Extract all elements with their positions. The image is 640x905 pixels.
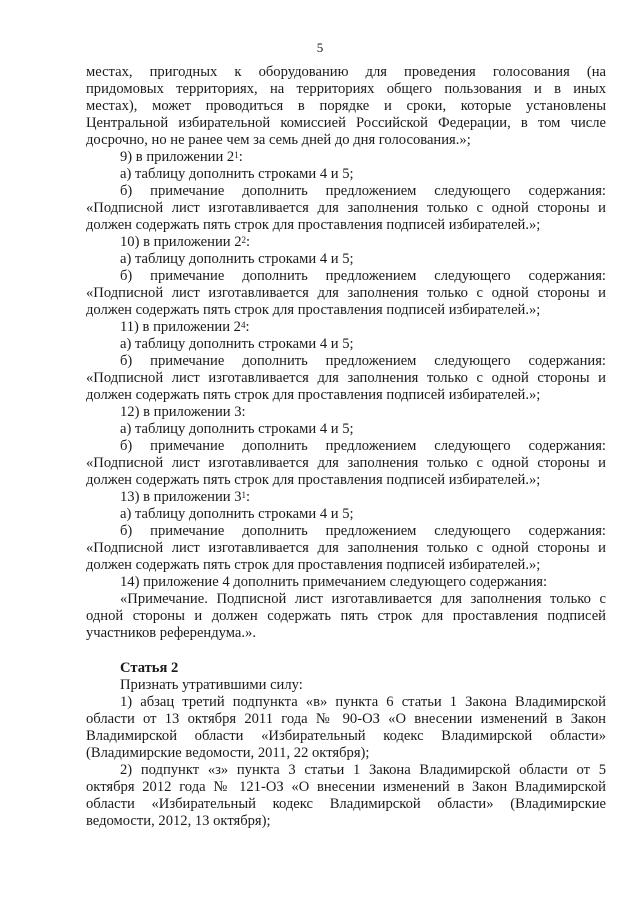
quote-line: «Подписной лист изготавливается для заполнения только с одной стороны и	[86, 540, 606, 556]
item-a: а) таблицу дополнить строками 4 и 5;	[120, 251, 354, 267]
text-line: 2) подпункт «з» пункта 3 статьи 1 Закона Владимирской области от 5	[120, 762, 606, 778]
quote-line: одной стороны и должен содержать пять строк для проставления подписей	[86, 608, 606, 624]
item-a: а) таблицу дополнить строками 4 и 5;	[120, 421, 354, 437]
text-line: 1) абзац третий подпункта «в» пункта 6 статьи 1 Закона Владимирской	[120, 694, 606, 710]
quote-line: «Подписной лист изготавливается для заполнения только с одной стороны и	[86, 370, 606, 386]
item-a: а) таблицу дополнить строками 4 и 5;	[120, 506, 354, 522]
quote-line: «Подписной лист изготавливается для заполнения только с одной стороны и	[86, 455, 606, 471]
text-line: местах, пригодных к оборудованию для проведения голосования (на	[86, 64, 606, 80]
item-b: б) примечание дополнить предложением следующего содержания:	[120, 268, 606, 284]
text-line: области «Избирательный кодекс Владимирской области» (Владимирские	[86, 796, 606, 812]
item-13: 13) в приложении $3^1$:	[120, 489, 251, 505]
item-10: 10) в приложении $2^2$:	[120, 234, 251, 250]
item-9: 9) в приложении $2^1$:	[120, 149, 243, 165]
document-body	[86, 64, 606, 830]
text-line: местах), может проводиться в порядке и сроки, которые установлены	[86, 98, 606, 114]
text-line: октября 2012 года № 121-ОЗ «О внесении изменений в Закон Владимирской	[86, 779, 606, 795]
text-line: Признать утратившими силу:	[120, 677, 303, 693]
quote-line: должен содержать пять строк для проставления подписей избирателей.»;	[86, 557, 541, 573]
item-b: б) примечание дополнить предложением следующего содержания:	[120, 183, 606, 199]
item-a: а) таблицу дополнить строками 4 и 5;	[120, 336, 354, 352]
text-line: досрочно, но не ранее чем за семь дней до дня голосования.»;	[86, 132, 471, 148]
item-a: а) таблицу дополнить строками 4 и 5;	[120, 166, 354, 182]
text-line: Центральной избирательной комиссией Российской Федерации, в том числе	[86, 115, 606, 131]
quote-line: участников референдума.».	[86, 625, 256, 641]
text-line: области от 13 октября 2011 года № 90-ОЗ «О внесении изменений в Закон	[86, 711, 606, 727]
item-b: б) примечание дополнить предложением следующего содержания:	[120, 438, 606, 454]
text-line: ведомости, 2012, 13 октября);	[86, 813, 271, 829]
quote-line: «Подписной лист изготавливается для заполнения только с одной стороны и	[86, 285, 606, 301]
item-12: 12) в приложении 3:	[120, 404, 246, 420]
quote-line: должен содержать пять строк для проставления подписей избирателей.»;	[86, 302, 541, 318]
text-line: придомовых территориях, на территориях общего пользования и в иных	[86, 81, 606, 97]
item-b: б) примечание дополнить предложением следующего содержания:	[120, 523, 606, 539]
article-heading: Статья 2	[120, 660, 179, 676]
quote-line: должен содержать пять строк для проставления подписей избирателей.»;	[86, 217, 541, 233]
text-line: Владимирской области «Избирательный кодекс Владимирской области»	[86, 728, 606, 744]
item-b: б) примечание дополнить предложением следующего содержания:	[120, 353, 606, 369]
quote-line: должен содержать пять строк для проставления подписей избирателей.»;	[86, 472, 541, 488]
quote-line: «Примечание. Подписной лист изготавливается для заполнения только с	[120, 591, 606, 607]
quote-line: должен содержать пять строк для проставления подписей избирателей.»;	[86, 387, 541, 403]
item-11: 11) в приложении $2^4$:	[120, 319, 250, 335]
quote-line: «Подписной лист изготавливается для заполнения только с одной стороны и	[86, 200, 606, 216]
text-line: (Владимирские ведомости, 2011, 22 октября);	[86, 745, 370, 761]
item-14: 14) приложение 4 дополнить примечанием следующего содержания:	[120, 574, 548, 590]
page-number: 5	[316, 40, 324, 55]
